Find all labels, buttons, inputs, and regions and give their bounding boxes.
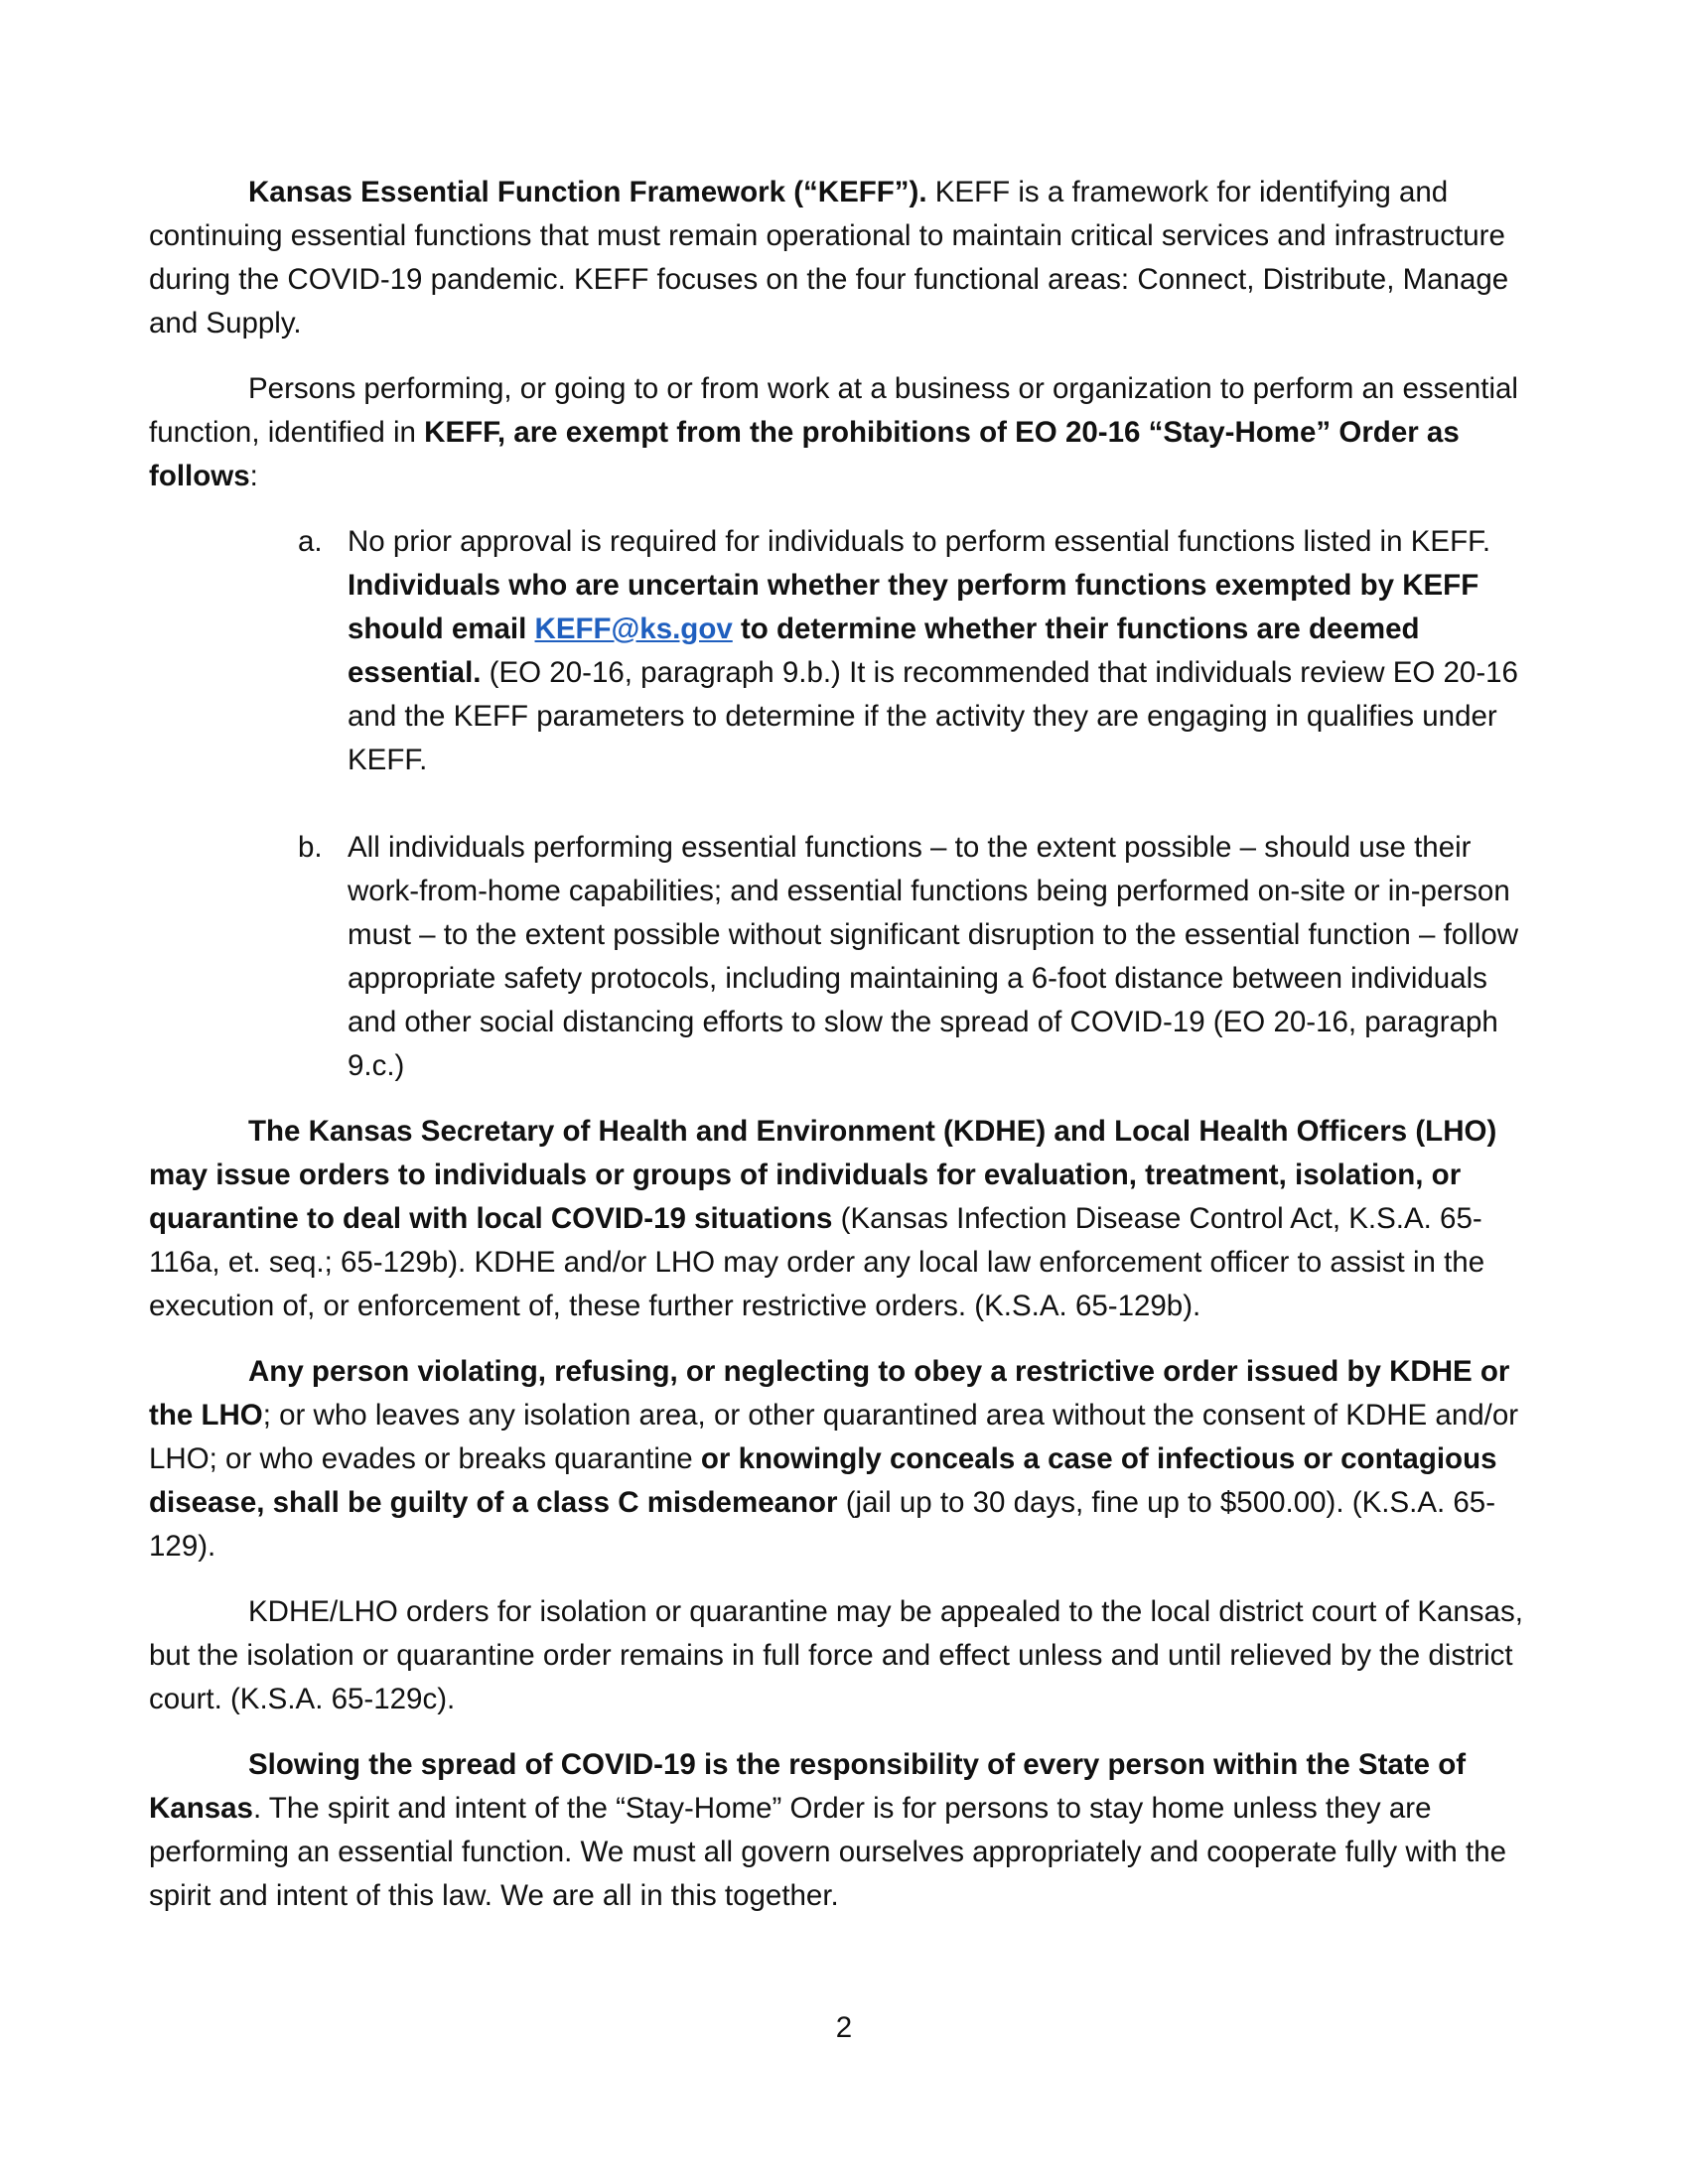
violation-text-2: (jail up to 30 days, fine up to $500.00). (K.S.A. 65-129). <box>149 1486 1496 1563</box>
appeal-text: KDHE/LHO orders for isolation or quarantine may be appealed to the local district court of Kansas, but the isolation or quarantine order remains in full force and effect unless and until relieved by the district court. (K.S.A. 65-129c). <box>149 1595 1523 1715</box>
page-number: 2 <box>835 2011 853 2044</box>
exempt-text-1: Persons performing, or going to or from work at a business or organization to perform an essential function, identified in <box>149 372 1518 449</box>
list-item-b <box>149 826 1539 1088</box>
list-marker-b: b. <box>298 831 323 864</box>
kdhe-text: (Kansas Infection Disease Control Act, K.S.A. 65-116a, et. seq.; 65-129b). KDHE and/or LHO may order any local law enforcement officer to assist in the execution of, or enforcement of, these further restrictive orders. (K.S.A. 65-129b). <box>149 1202 1485 1322</box>
violation-bold-1: Any person violating, refusing, or neglecting to obey a restrictive order issued by KDHE or the LHO <box>149 1355 1510 1432</box>
paragraph-violation <box>149 1350 1539 1569</box>
keff-body: KEFF is a framework for identifying and continuing essential functions that must remain operational to maintain critical services and infrastructure during the COVID-19 pandemic. KEFF focuses on the four functional areas: Connect, Distribute, Manage and Supply. <box>149 176 1509 340</box>
list-item-a <box>149 520 1539 782</box>
item-a-text-1: No prior approval is required for individuals to perform essential functions listed in KEFF. <box>348 525 1491 558</box>
item-a-bold-1: Individuals who are uncertain whether they perform functions exempted by KEFF should email <box>348 569 1479 645</box>
paragraph-appeal <box>149 1590 1539 1721</box>
item-b-text: All individuals performing essential functions – to the extent possible – should use their work-from-home capabilities; and essential functions being performed on-site or in-person must – to the extent possible without significant disruption to the essential function – follow appropriate safety protocols, including maintaining a 6-foot distance between individuals and other social distancing efforts to slow the spread of COVID-19 (EO 20-16, paragraph 9.c.) <box>348 831 1519 1082</box>
exempt-bold: KEFF, are exempt from the prohibitions of EO 20-16 “Stay-Home” Order as follows <box>149 416 1460 492</box>
slowing-bold: Slowing the spread of COVID-19 is the responsibility of every person within the State of Kansas <box>149 1748 1467 1825</box>
paragraph-kdhe <box>149 1110 1539 1328</box>
exemption-list <box>149 520 1539 1088</box>
item-a-bold-2: to determine whether their functions are deemed essential. <box>348 613 1420 689</box>
kdhe-bold: The Kansas Secretary of Health and Environment (KDHE) and Local Health Officers (LHO) may issue orders to individuals or groups of individuals for evaluation, treatment, isolation, or quarantine to deal with local COVID-19 situations <box>149 1115 1497 1235</box>
violation-text-1: ; or who leaves any isolation area, or other quarantined area without the consent of KDHE and/or LHO; or who evades or breaks quarantine <box>149 1399 1519 1475</box>
keff-heading: Kansas Essential Function Framework (“KEFF”). <box>248 176 927 208</box>
exempt-text-2: : <box>249 460 258 492</box>
list-marker-a: a. <box>298 525 323 558</box>
paragraph-slowing <box>149 1743 1539 1918</box>
paragraph-keff <box>149 171 1539 345</box>
document-page <box>149 171 1539 1918</box>
violation-bold-2: or knowingly conceals a case of infectious or contagious disease, shall be guilty of a class C misdemeanor <box>149 1442 1497 1519</box>
item-a-text-2: (EO 20-16, paragraph 9.b.) It is recommended that individuals review EO 20-16 and the KEFF parameters to determine if the activity they are engaging in qualifies under KEFF. <box>348 656 1518 776</box>
slowing-text: . The spirit and intent of the “Stay-Home” Order is for persons to stay home unless they are performing an essential function. We must all govern ourselves appropriately and cooperate fully with the spirit and intent of this law. We are all in this together. <box>149 1792 1507 1912</box>
paragraph-exempt <box>149 367 1539 498</box>
keff-email-link[interactable]: KEFF@ks.gov <box>534 613 733 645</box>
